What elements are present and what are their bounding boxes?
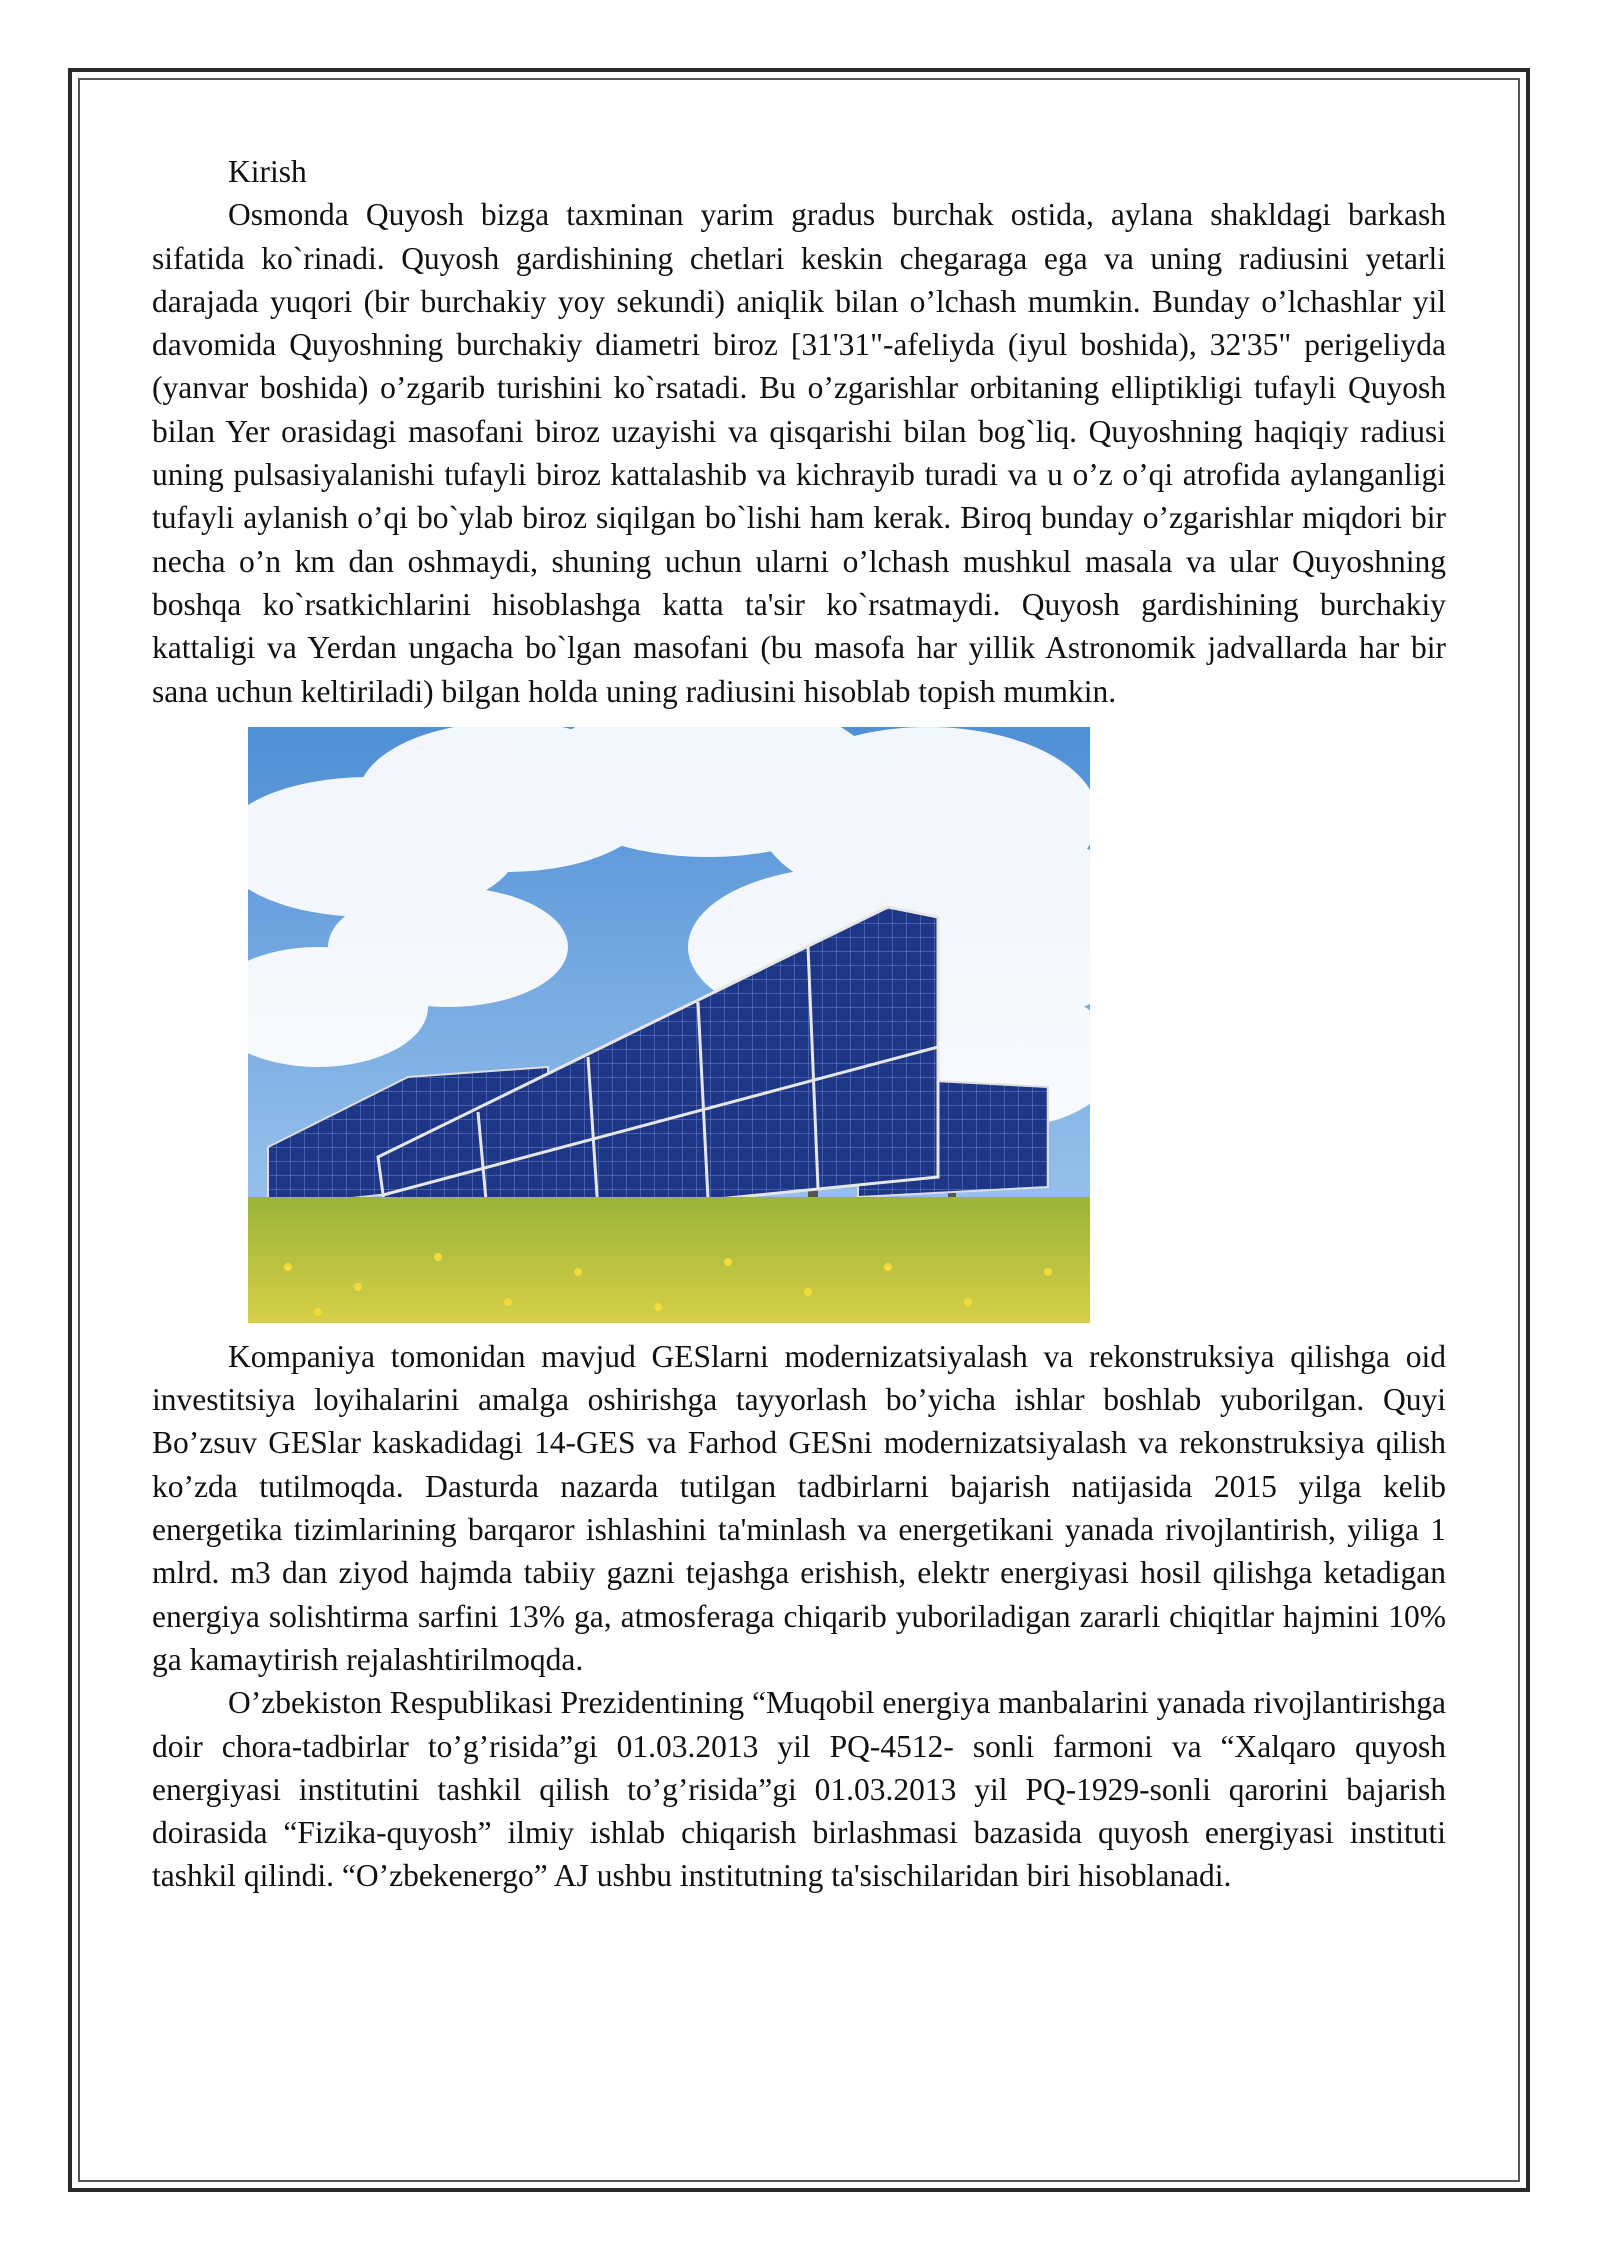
paragraph-intro: Osmonda Quyosh bizga taxminan yarim gradus burchak ostida, aylana shakldagi barkash sifatida ko`rinadi. Quyosh gardishining chetlari keskin chegaraga ega va uning radiusini yetarli darajada yuqori (bir burchakiy yoy sekundi) aniqlik bilan o’lchash mumkin. Bunday o’lchashlar yil davomida Quyoshning burchakiy diametri biroz [31'31"-afeliyda (iyul boshida), 32'35" perigeliyda (yanvar boshida) o’zgarib turishini ko`rsatadi. Bu o’zgarishlar orbitaning elliptikligi tufayli Quyosh bilan Yer orasidagi masofani biroz uzayishi va qisqarishi bilan bog`liq. Quyoshning haqiqiy radiusi uning pulsasiyalanishi tufayli biroz kattalashib va kichrayib turadi va u o’z o’qi atrofida aylanganligi tufayli aylanish o’qi bo`ylab biroz siqilgan bo`lishi ham kerak. Biroq bunday o’zgarishlar miqdori bir necha o’n km dan oshmaydi, shuning uchun ularni o’lchash mushkul masala va ular Quyoshning boshqa ko`rsatkichlarini hisoblashga katta ta'sir ko`rsatmaydi. Quyosh gardishining burchakiy kattaligi va Yerdan ungacha bo`lgan masofani (bu masofa har yillik Astronomik jadvallarda har bir sana uchun keltiriladi) bilgan holda uning radiusini hisoblab topish mumkin. [152,197,1446,709]
meadow [248,1197,1090,1323]
paragraph-decree: O’zbekiston Respublikasi Prezidentining “Muqobil energiya manbalarini yanada rivojlantirishga doir chora-tadbirlar to’g’risida”gi 01.03.2013 yil PQ-4512- sonli farmoni va “Xalqaro quyosh energiyasi institutini tashkil qilish to’g’risida”gi 01.03.2013 yil PQ-1929-sonli qarorini bajarish doirasida “Fizika-quyosh” ilmiy ishlab chiqarish birlashmasi bazasida quyosh energiyasi instituti tashkil qilindi. “O’zbekenergo” AJ ushbu institutning ta'sischilaridan biri hisoblanadi. [152,1685,1446,1894]
document-body [152,150,1446,1898]
solar-panels-photo [248,727,1090,1323]
section-heading: Kirish [228,154,307,189]
paragraph-company: Kompaniya tomonidan mavjud GESlarni modernizatsiyalash va rekonstruksiya qilishga oid investitsiya loyihalarini amalga oshirishga tayyorlash bo’yicha ishlar boshlab yuborilgan. Quyi Bo’zsuv GESlar kaskadidagi 14-GES va Farhod GESni modernizatsiyalash va rekonstruksiya qilish ko’zda tutilmoqda. Dasturda nazarda tutilgan tadbirlarni bajarish natijasida 2015 yilga kelib energetika tizimlarining barqaror ishlashini ta'minlash va energetikani yanada rivojlantirish, yiliga 1 mlrd. m3 dan ziyod hajmda tabiiy gazni tejashga erishish, elektr energiyasi hosil qilishga ketadigan energiya solishtirma sarfini 13% ga, atmosferaga chiqarib yuboriladigan zararli chiqitlar hajmini 10% ga kamaytirish rejalashtirilmoqda. [152,1338,1446,1677]
